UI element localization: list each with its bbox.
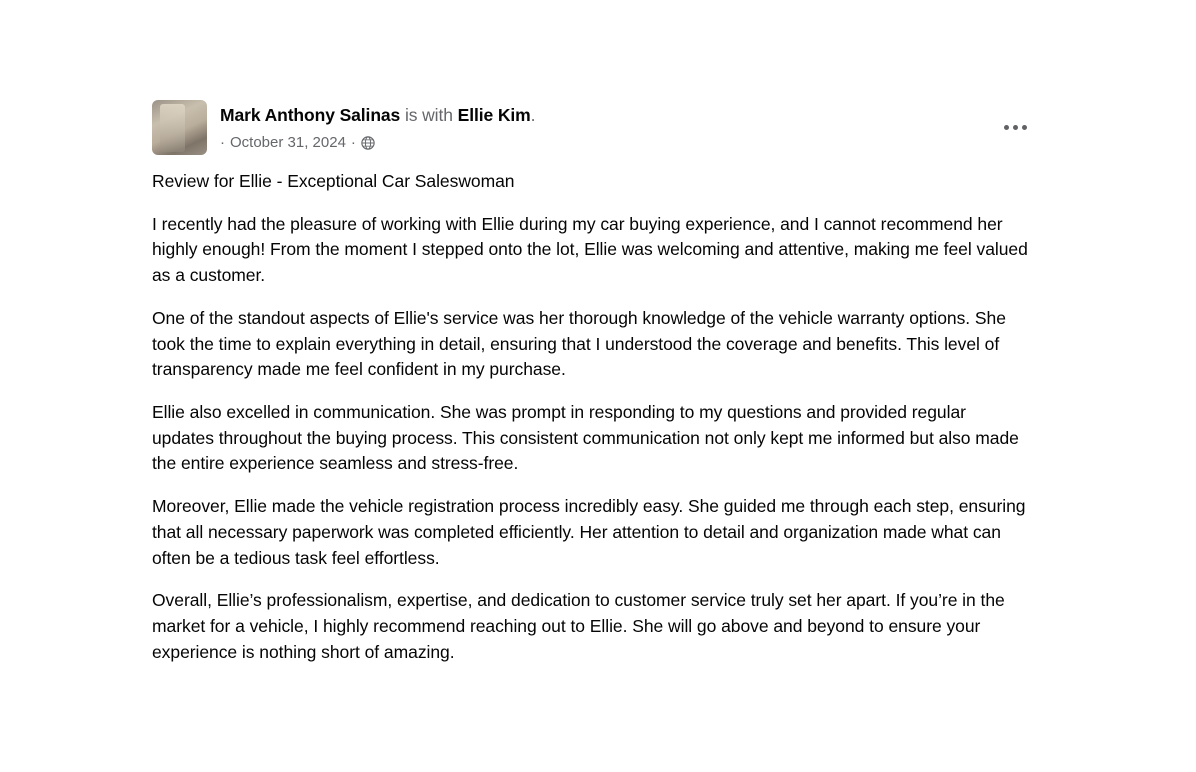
post-header-text [220,100,535,153]
tagged-person-name[interactable]: Ellie Kim [457,105,531,125]
globe-icon[interactable] [361,136,375,150]
post-date[interactable]: October 31, 2024 [230,133,346,151]
post-container [152,100,1032,666]
post-byline [220,104,535,128]
post-title: Review for Ellie - Exceptional Car Saleswoman [152,171,515,191]
post-paragraph: Overall, Ellie’s professionalism, expertise, and dedication to customer service truly set her apart. If you’re in the market for a vehicle, I highly recommend reaching out to Ellie. She will go above and beyond to ensure your experience is nothing short of amazing. [152,590,1005,662]
meta-prefix-dot: · [220,133,225,151]
ellipsis-dot [1004,125,1009,130]
with-text: is with [404,105,453,125]
post-paragraph: Moreover, Ellie made the vehicle registration process incredibly easy. She guided me through each step, ensuring that all necessary paperwork was completed efficiently. Her attention to detail and organization made what can often be a tedious task feel effortless. [152,496,1026,568]
byline-period: . [530,105,536,125]
author-name[interactable]: Mark Anthony Salinas [220,105,401,125]
ellipsis-dot [1013,125,1018,130]
post-paragraph: One of the standout aspects of Ellie's service was her thorough knowledge of the vehicle warranty options. She took the time to explain everything in detail, ensuring that I understood the coverage and benefits. This level of transparency made me feel confident in my purchase. [152,307,1006,380]
post-header [152,100,1032,155]
ellipsis-dot [1022,125,1027,130]
post-paragraph: I recently had the pleasure of working with Ellie during my car buying experience, and I cannot recommend her highly enough! From the moment I stepped onto the lot, Ellie was welcoming and attentive, making me feel valued as a customer. [152,213,1028,286]
post-paragraph: Ellie also excelled in communication. She was prompt in responding to my questions and provided regular updates throughout the buying process. This consistent communication not only kept me informed but also made the entire experience seamless and stress-free. [152,402,1019,474]
post-meta [220,133,535,153]
post-body [152,169,1032,666]
avatar[interactable] [152,100,207,155]
meta-separator-dot: · [350,133,356,151]
ellipsis-icon[interactable] [998,116,1032,138]
